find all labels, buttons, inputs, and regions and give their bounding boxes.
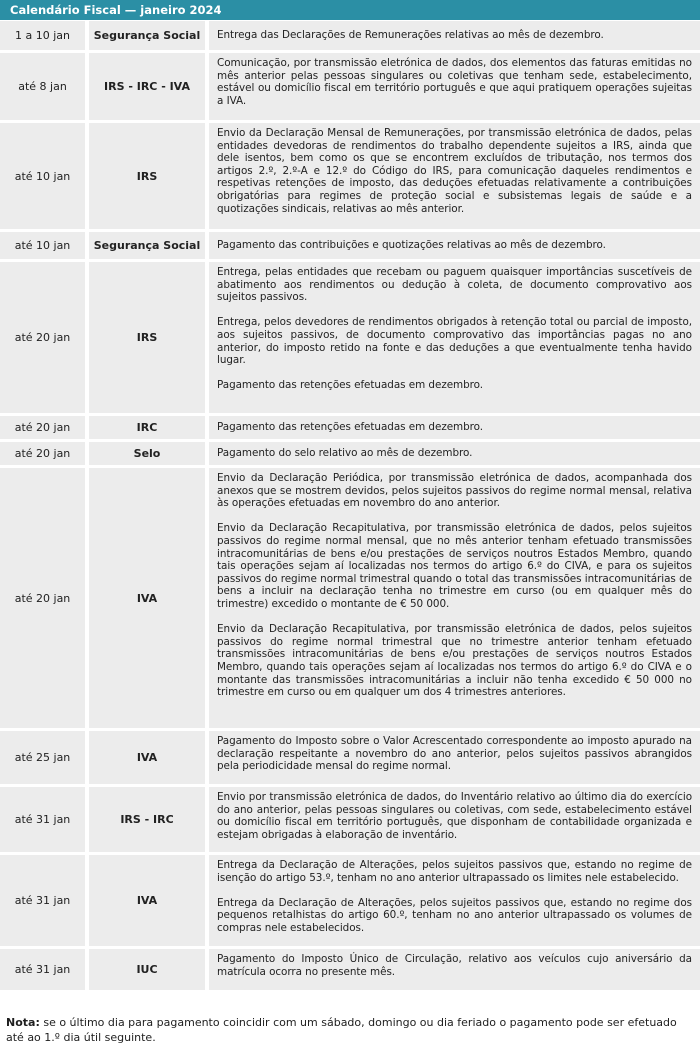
row-date: até 8 jan — [0, 53, 85, 120]
row-tax-type: Segurança Social — [89, 232, 205, 259]
table-row — [0, 262, 700, 413]
fiscal-calendar-table — [0, 21, 700, 993]
row-date: até 31 jan — [0, 855, 85, 946]
row-date: até 10 jan — [0, 232, 85, 259]
row-description: Entrega, pelas entidades que recebam ou paguem quaisquer importâncias suscetíveis de abatimento aos rendimentos ou dedução à coleta, de documento comprovativo aos sujeitos passivos. Entrega, pelos devedores de rendimentos obrigados à retenção total ou parcial de imposto, aos sujeitos passivos, de documento comprovativo das importâncias pagas no ano anterior, do imposto retido na fonte e das deduções a que eventualmente tenha havido lugar. Pagamento das retenções efetuadas em dezembro. — [209, 262, 700, 413]
footnote-label: Nota: — [6, 1016, 40, 1029]
row-date: até 10 jan — [0, 123, 85, 229]
row-tax-type: IVA — [89, 731, 205, 784]
row-description: Comunicação, por transmissão eletrónica de dados, dos elementos das faturas emitidas no mês anterior pelas pessoas singulares ou coletivas que tenham sede, estabelecimento, estável ou domicílio fiscal em território português e que aqui pratiquem operações sujeitas a IVA. — [209, 53, 700, 120]
table-row — [0, 123, 700, 229]
row-tax-type: Segurança Social — [89, 21, 205, 50]
row-description: Pagamento do selo relativo ao mês de dezembro. — [209, 442, 700, 465]
row-date: até 20 jan — [0, 442, 85, 465]
row-description: Envio por transmissão eletrónica de dados, do Inventário relativo ao último dia do exercício do ano anterior, pelas pessoas singulares ou coletivas, com sede, estabelecimento estável ou domicílio fiscal em território português, que disponham de contabilidade organizada e estejam obrigadas à elaboração de inventário. — [209, 787, 700, 852]
row-description: Pagamento das retenções efetuadas em dezembro. — [209, 416, 700, 439]
table-row — [0, 53, 700, 120]
footnote — [6, 1015, 694, 1045]
row-description: Envio da Declaração Mensal de Remunerações, por transmissão eletrónica de dados, pelas entidades devedoras de rendimentos do trabalho dependente sujeitos a IRS, ainda que dele isentos, bem como os que se encontrem excluídos de tributação, nos termos dos artigos 2.º, 2.º-A e 12.º do Código do IRS, para comunicação daqueles rendimentos e respetivas retenções de imposto, das deduções efetuadas relativamente a contribuições obrigatórias para regimes de proteção social e subsistemas legais de saúde e a quotizações sindicais, relativas ao mês anterior. — [209, 123, 700, 229]
table-row — [0, 855, 700, 946]
row-date: até 20 jan — [0, 416, 85, 439]
row-date: até 25 jan — [0, 731, 85, 784]
table-row — [0, 21, 700, 50]
row-tax-type: IVA — [89, 468, 205, 728]
row-date: até 31 jan — [0, 949, 85, 990]
row-tax-type: IRS - IRC — [89, 787, 205, 852]
row-description: Envio da Declaração Periódica, por transmissão eletrónica de dados, acompanhada dos anexos que se mostrem devidos, pelos sujeitos passivos do regime normal mensal, relativa às operações efetuadas em novembro do ano anterior. Envio da Declaração Recapitulativa, por transmissão eletrónica de dados, pelos sujeitos passivos do regime normal mensal, que no mês anterior tenham efetuado transmissões intracomunitárias de bens e/ou prestações de serviços noutros Estados Membro, quando tais operações sejam aí localizadas nos termos do artigo 6.º do CIVA, e para os sujeitos passivos do regime normal trimestral quando o total das transmissões intracomunitárias de bens a incluir na declaração tenha no trimestre em curso (ou em qualquer mês do trimestre) excedido o montante de € 50 000. Envio da Declaração Recapitulativa, por transmissão eletrónica de dados, pelos sujeitos passivos do regime normal trimestral que no trimestre anterior tenham efetuado transmissões intracomunitárias de bens e/ou prestações de serviços noutros Estados Membro, quando tais operações sejam aí localizadas nos termos do artigo 6.º do CIVA e o montante das transmissões intracomunitárias a incluir não tenha excedido € 50 000 no trimestre em curso ou em qualquer um dos 4 trimestres anteriores. — [209, 468, 700, 728]
table-row — [0, 416, 700, 439]
row-tax-type: IRC — [89, 416, 205, 439]
table-row — [0, 468, 700, 728]
row-description: Entrega da Declaração de Alterações, pelos sujeitos passivos que, estando no regime de isenção do artigo 53.º, tenham no ano anterior ultrapassado os limites nele estabelecido. Entrega da Declaração de Alterações, pelos sujeitos passivos que, estando no regime dos pequenos retalhistas do artigo 60.º, tenham no ano anterior ultrapassado os volumes de compras nele estabelecidos. — [209, 855, 700, 946]
row-date: até 31 jan — [0, 787, 85, 852]
row-tax-type: IRS - IRC - IVA — [89, 53, 205, 120]
row-description: Pagamento do Imposto sobre o Valor Acrescentado correspondente ao imposto apurado na declaração respeitante a novembro do ano anterior, pelos sujeitos passivos abrangidos pela periodicidade mensal do regime normal. — [209, 731, 700, 784]
row-date: até 20 jan — [0, 468, 85, 728]
table-row — [0, 949, 700, 990]
row-tax-type: IRS — [89, 262, 205, 413]
table-row — [0, 731, 700, 784]
row-description: Entrega das Declarações de Remunerações relativas ao mês de dezembro. — [209, 21, 700, 50]
row-tax-type: IRS — [89, 123, 205, 229]
row-date: até 20 jan — [0, 262, 85, 413]
row-tax-type: IUC — [89, 949, 205, 990]
row-tax-type: Selo — [89, 442, 205, 465]
footnote-text: se o último dia para pagamento coincidir com um sábado, domingo ou dia feriado o pagamento pode ser efetuado até ao 1.º dia útil seguinte. — [6, 1016, 677, 1044]
table-row — [0, 442, 700, 465]
row-date: 1 a 10 jan — [0, 21, 85, 50]
row-tax-type: IVA — [89, 855, 205, 946]
table-row — [0, 232, 700, 259]
calendar-title: Calendário Fiscal — janeiro 2024 — [0, 0, 700, 20]
table-row — [0, 787, 700, 852]
row-description: Pagamento das contribuições e quotizações relativas ao mês de dezembro. — [209, 232, 700, 259]
row-description: Pagamento do Imposto Único de Circulação, relativo aos veículos cujo aniversário da matrícula ocorra no presente mês. — [209, 949, 700, 990]
